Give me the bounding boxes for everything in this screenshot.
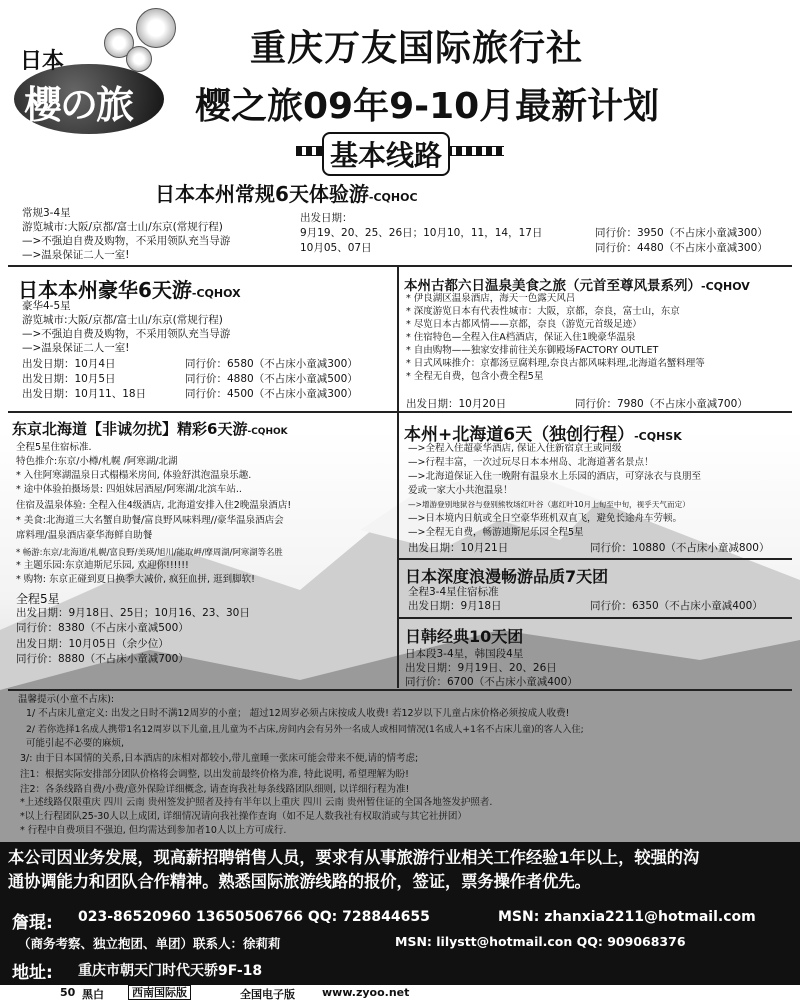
footer-page-number: 50 (60, 986, 76, 999)
tour4-title (12, 418, 288, 439)
tour4-line: 全程5星住宿标准. (16, 442, 92, 453)
divider (8, 265, 792, 267)
tour3-line: * 自由购物——独家安排前往关东御殿场FACTORY OUTLET (406, 345, 659, 356)
notes-line: *以上行程团队25-30人以上成团, 详细情况请向我社操作查询（如不足人数我社有权取消或与其它社拼团） (20, 811, 467, 822)
cherry-blossom-icon (136, 8, 176, 48)
tour1-title (155, 178, 418, 207)
tour2-title (18, 274, 241, 303)
footer-color: 黑白 (82, 988, 104, 1000)
tour5-line: 爱或一家大小共泡温泉！ (408, 485, 513, 496)
notes-line: 注2：各条线路自费/小费/意外保险详细概念, 请查询我社每条线路团队细则, 以详细行程为准! (20, 784, 410, 795)
tour4-line: 席料理/温泉酒店豪华海鲜自助餐 (16, 530, 153, 541)
notes-line: 3/: 由于日本国情的关系,日本酒店的床相对都较小,带儿童睡一张床可能会带来不便,请的情考虑; (20, 753, 419, 764)
tour3-line: * 深度游览日本有代表性城市：大阪，京都，奈良，富士山，东京 (406, 306, 680, 317)
tour2-title-text: 日本本州豪华6天游 (18, 278, 192, 302)
divider (398, 558, 792, 560)
brand-logo (6, 6, 168, 134)
contact-address: 重庆市朝天门时代天骄9F-18 (78, 963, 263, 979)
tour3-date: 出发日期：10月20日 (406, 398, 507, 410)
contact-address-label: 地址: (12, 963, 53, 983)
tour5-price: 同行价：10880（不占床小童减800） (590, 542, 770, 554)
banner-text: 基本线路 (322, 132, 450, 176)
tour3-line: * 住宿特色—全程入住A档酒店，保证入住1晚豪华温泉 (406, 332, 636, 343)
tour3-line: * 尽览日本古都风情——京都，奈良（游览元首级足迹） (406, 319, 642, 330)
tour2-code: -CQHOX (191, 287, 241, 300)
tour4-line: 特色推介:东京/小樽/札幌 /阿寒湖/北湖 (16, 456, 178, 467)
tour4-line: * 途中体验拍摄场景: 四姐妹居酒屋/阿寒湖/北滨车站.. (16, 484, 242, 495)
tour1-title-text: 日本本州常规6天体验游 (155, 182, 369, 206)
tour7-line1: 日本段3-4星，韩国段4星 (405, 648, 524, 660)
tour3-line: * 伊良湖区温泉酒店，海天一色露天风吕 (406, 293, 576, 304)
tour4-price1: 同行价：8380（不占床小童减500） (16, 622, 189, 634)
notes-line: *上述线路仅限重庆 四川 云南 贵州签发护照者及持有半年以上重庆 四川 云南 贵州暂住证的全国各地签发护照者. (20, 797, 493, 808)
logo-jp-text: 日本 (20, 48, 65, 74)
notes-line: 可能引起不必要的麻烦, (26, 738, 125, 749)
tour1-code: -CQHOC (368, 191, 418, 204)
tour1-dep-label: 出发日期： (300, 212, 353, 224)
tour4-code: -CQHOK (247, 427, 288, 437)
tour5-title (404, 420, 682, 445)
tour5-line: —>日本境内日航或全日空豪华班机双直飞，避免长途舟车劳顿。 (408, 513, 682, 524)
tour2-note2: —>温泉保证二人一室! (22, 342, 130, 354)
tour2-row-date: 出发日期：10月11、18日 (22, 388, 147, 400)
contact-panel (0, 900, 800, 985)
contact-phone-label: 詹琨: (12, 913, 53, 933)
recruit-line2: 通协调能力和团队合作精神。熟悉国际旅游线路的报价，签证，票务操作者优先。 (8, 872, 591, 891)
divider-vertical (397, 413, 399, 688)
tour5-title-text: 本州+北海道6天（独创行程） (404, 425, 635, 445)
plan-title: 樱之旅09年9-10月最新计划 (195, 86, 660, 127)
tour2-row-price: 同行价：6580（不占床小童减300） (185, 358, 358, 370)
notes-line: * 行程中自费项目不强迫, 但均需达到参加者10人以上方可成行. (20, 825, 287, 836)
tour4-dates2: 出发日期：10月05日（余少位） (16, 638, 169, 650)
tour4-stars: 全程5星 (16, 592, 60, 606)
tour7-date: 出发日期：9月19日、20、26日 (405, 662, 557, 674)
tour2-row-price: 同行价：4880（不占床小童减500） (185, 373, 358, 385)
tour6-title: 日本深度浪漫畅游品质7天团 (405, 567, 609, 586)
tour4-line: * 入住阿寒湖温泉日式榻榻米房间, 体验舒淇泡温泉乐趣. (16, 470, 252, 481)
tour6-date: 出发日期：9月18日 (408, 600, 502, 612)
tour1-price1: 同行价：3950（不占床小童减300） (595, 227, 768, 239)
tour2-stars: 豪华4-5星 (22, 300, 71, 312)
tour2-row-price: 同行价：4500（不占床小童减300） (185, 388, 358, 400)
tour3-line: * 全程无自费，包含小费全程5星 (406, 371, 544, 382)
notes-line: 1/ 不占床儿童定义: 出发之日时不满12周岁的小童； 超过12周岁必须占床按成人收费! 若12岁以下儿童占床价格必须按成人收费! (26, 708, 570, 719)
tour4-price2: 同行价：8880（不占床小童减700） (16, 653, 189, 665)
tour5-date: 出发日期：10月21日 (408, 542, 509, 554)
tour4-title-text: 东京北海道【非诚勿扰】精彩6天游 (12, 420, 248, 438)
tour4-line: * 美食:北海道三大名蟹自助餐/富良野风味料理//豪华温泉酒店会 (16, 515, 284, 526)
divider-vertical (397, 267, 399, 412)
tour5-line: —>北海道保证入住一晚附有温泉水上乐园的酒店，可穿泳衣与良朋至 (408, 471, 701, 482)
tour3-line: * 日式风味推介：京都汤豆腐料理,奈良古都风味料理,北海道名蟹料理等 (406, 358, 705, 369)
tour7-title: 日韩经典10天团 (405, 627, 524, 646)
notes-heading: 温馨提示(小童不占床): (18, 694, 115, 705)
tour1-stars: 常规3-4星 (22, 207, 71, 219)
cherry-blossom-icon (126, 46, 152, 72)
tour2-row-date: 出发日期：10月4日 (22, 358, 116, 370)
tour5-line: —>增游登别地狱谷与登别熊牧场红叶谷（惠红叶10月上旬至中旬，视乎天气而定） (408, 500, 690, 509)
footer-edition: 全国电子版 (240, 988, 295, 1000)
tour6-stars: 全程3-4星住宿标准 (408, 586, 499, 598)
divider (8, 689, 792, 691)
tour1-note2: —>温泉保证二人一室! (22, 249, 130, 261)
tour5-line: —>行程丰富，一次过玩尽日本本州岛、北海道著名景点！ (408, 457, 654, 468)
tour4-line: 住宿及温泉体验: 全程入住4级酒店, 北海道安排入住2晚温泉酒店! (16, 500, 292, 511)
footer-section: 西南国际版 (128, 985, 191, 1000)
agency-title: 重庆万友国际旅行社 (250, 28, 584, 69)
tour3-title (404, 274, 750, 294)
tour5-code: -CQHSK (634, 430, 682, 443)
tour2-row-date: 出发日期：10月5日 (22, 373, 116, 385)
tour5-line: —>全程入住超豪华酒店, 保证入住新宿京王或同级 (408, 443, 622, 454)
tour5-line: —>全程无自费，畅游迪斯尼乐园全程5星 (408, 527, 584, 538)
notes-line: 2/ 若你选择1名成人携带1名12周岁以下儿童,且儿童为不占床,房间内会有另外一名成人或相同情况(1名成人+1名不占床儿童)的客人入住; (26, 724, 584, 735)
tour3-price: 同行价：7980（不占床小童减700） (575, 398, 748, 410)
tour2-note1: —>不强迫自费及购物，不采用领队充当导游 (22, 328, 231, 340)
divider (8, 411, 792, 413)
tour1-price2: 同行价：4480（不占床小童减300） (595, 242, 768, 254)
divider (398, 617, 792, 619)
tour3-title-text: 本州古都六日温泉美食之旅（元首至尊风景系列） (404, 278, 701, 294)
tour1-cities: 游览城市:大阪/京都/富士山/东京(常规行程) (22, 221, 223, 233)
tour6-price: 同行价：6350（不占床小童减400） (590, 600, 763, 612)
tour3-code: -CQHOV (701, 280, 750, 293)
tour2-cities: 游览城市:大阪/京都/富士山/东京(常规行程) (22, 314, 223, 326)
tour1-note1: —>不强迫自费及购物，不采用领队充当导游 (22, 235, 231, 247)
contact-phone: 023-86520960 13650506766 QQ: 728844655 (78, 909, 430, 925)
tour1-dates2: 10月05、07日 (300, 242, 372, 254)
contact-dept: （商务考察、独立抱团、单团）联系人：徐莉莉 (18, 936, 281, 951)
tour1-dates1: 9月19、20、25、26日；10月10，11，14，17日 (300, 227, 543, 239)
page-footer (0, 985, 800, 1000)
logo-main-text: 櫻の旅 (24, 82, 133, 127)
tour4-dates1: 出发日期：9月18日、25日；10月16、23、30日 (16, 607, 250, 619)
recruit-line1: 本公司因业务发展，现高薪招聘销售人员，要求有从事旅游行业相关工作经验1年以上，较强的沟 (8, 848, 700, 867)
tour4-line: * 主题乐园:东京迪斯尼乐园, 欢迎你!!!!!! (16, 560, 189, 571)
basic-routes-banner (300, 130, 500, 170)
tour4-line: * 购物: 东京正碰到夏日换季大减价, 疯狂血拼, 逛到脚软! (16, 574, 255, 585)
notes-line: 注1：根据实际安排部分团队价格将会调整, 以出发前最终价格为准, 特此说明, 希望理解为盼! (20, 769, 409, 780)
tour7-price: 同行价：6700（不占床小童减400） (405, 676, 578, 688)
recruitment-banner (0, 842, 800, 900)
contact-msn1: MSN: zhanxia2211@hotmail.com (498, 909, 756, 925)
contact-msn2: MSN: lilystt@hotmail.con QQ: 909068376 (395, 934, 686, 949)
footer-site[interactable]: www.zyoo.net (322, 986, 410, 999)
tour4-line: * 畅游:东京/北海道/札幌/富良野/美瑛/旭川/能取岬/摩周湖/阿寒湖等名胜 (16, 547, 283, 557)
